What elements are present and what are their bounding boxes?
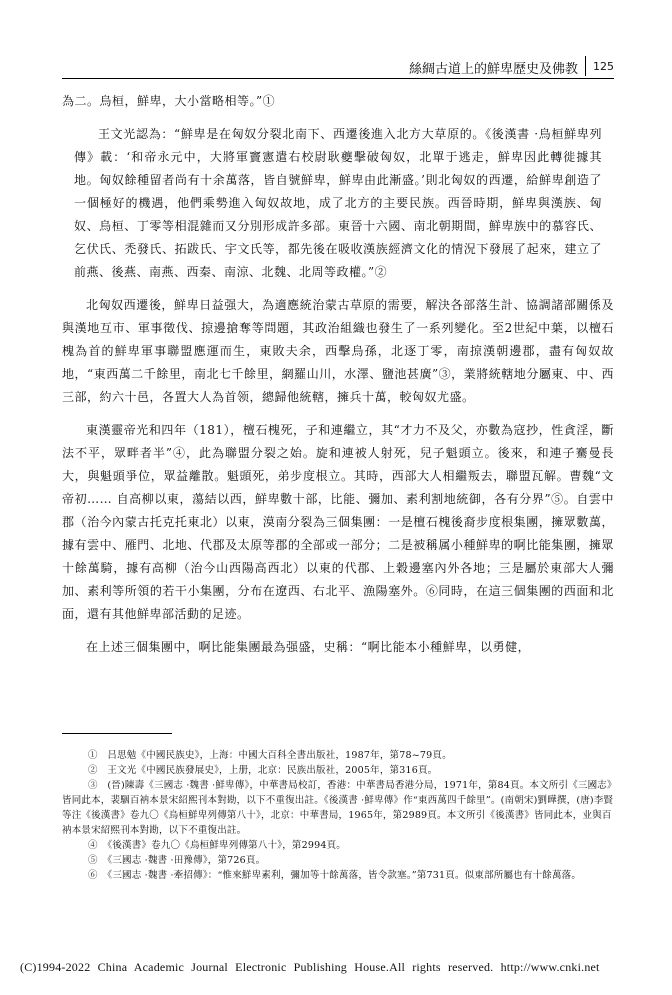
body-text bbox=[62, 90, 614, 669]
paragraph-continuation: 為二。烏桓，鮮卑，大小當略相等。”① bbox=[62, 94, 276, 108]
paragraph-north-xiongnu: 北匈奴西遷後，鮮卑日益强大，為適應統治蒙古草原的需要，解決各部落生計、協調諸部關係及與漢地互市、軍事徵伐、掠邊搶奪等問題，其政治組織也發生了一系列變化。至2世紀中葉，以檀石槐為首的鮮卑軍事聯盟應運而生，東敗夫余，西擊烏孫，北逐丁零，南掠漢朝邊郡，盡有匈奴故地，“東西萬二千餘里，南北七千餘里，網羅山川，水澤、鹽池甚廣”③，業將統轄地分屬東、中、西三部，約六十邑，各置大人為首领，總歸他統轄，擁兵十萬，較匈奴尤盛。 bbox=[62, 298, 614, 404]
paragraph-three-groups: 在上述三個集團中，啊比能集團最為强盛，史稱：“啊比能本小種鮮卑，以勇健， bbox=[86, 640, 531, 654]
copyright-notice: (C)1994-2022 China Academic Journal Electronic Publishing House.All rights reserved. http://www.cnki.net bbox=[20, 960, 600, 974]
paragraph-quote-wang-wenguang: 王文光認為：“鮮卑是在匈奴分裂北南下、西遷後進入北方大草原的。《後漢書 ·烏桓鮮卑列傳》載：‘和帝永元中，大將軍竇憲遣右校尉耿夔擊破匈奴，北單于逃走，鮮卑因此轉徙據其地。匈奴餘種留者尚有十余萬落，皆自號鮮卑，鮮卑由此漸盛。’則北匈奴的西遷，給鮮卑創造了一個極好的機遇，他們乘勢進入匈奴故地，成了北方的主要民族。西晉時期，鮮卑與漢族、匈奴、烏桓、丁零等相混雜而又分別形成許多部。東晉十六國、南北朝期間，鮮卑族中的慕容氏、乞伏氏、禿發氏、拓跋氏、宇文氏等，都先後在吸收漢族經濟文化的情況下發展了起來，建立了前燕、後燕、南燕、西秦、南涼、北魏、北周等政權。”② bbox=[74, 127, 602, 279]
paragraph-eastern-han: 東漢靈帝光和四年（181），檀石槐死，子和連繼立，其“才力不及父，亦數為寇抄，性貪淫，斷法不平，眾畔者半”④，此為聯盟分裂之始。旋和連被人射死，兒子魁頭立。後來，和連子騫曼長大，與魁頭爭位，眾益離散。魁頭死，弟步度根立。其時，西部大人相繼叛去，聯盟瓦解。曹魏“文帝初…… 自高柳以東，蕩結以西，鮮卑數十部，比能、彌加、素利割地統御，各有分界”⑤。自雲中郡（治今內蒙古托克托東北）以東，漠南分裂為三個集團：一是檀石槐後裔步度根集團，擁眾數萬，據有雲中、雁門、北地、代郡及太原等郡的全部或一部分；二是被稱属小種鮮卑的啊比能集團，擁眾十餘萬騎，據有高柳（治今山西陽高西北）以東的代郡、上穀邊塞內外各地；三是屬於東部大人彌加、素利等所領的若干小集團，分布在遼西、右北平、漁陽塞外。⑥同時，在這三個集團的西面和北面，還有其他鮮卑部活動的足迹。 bbox=[62, 423, 614, 621]
footnote-rule bbox=[62, 733, 172, 734]
running-header bbox=[62, 56, 614, 79]
footnote-2: ② 王文光《中國民族發展史》，上册，北京：民族出版社，2005年，第316頁。 bbox=[88, 765, 438, 776]
header-divider bbox=[585, 56, 586, 76]
running-title: 絲綢古道上的鮮卑歷史及佛教 bbox=[408, 62, 578, 77]
page-number: 125 bbox=[593, 60, 614, 73]
footnote-6: ⑥ 《三國志 ·魏書 ·牽招傳》：“惟來鮮卑素利，彌加等十餘萬落，皆令款塞。”第731頁。似東部所屬也有十餘萬落。 bbox=[88, 870, 582, 881]
footnotes bbox=[62, 748, 614, 883]
footnote-1: ① 吕思勉《中國民族史》，上海：中國大百科全書出版社，1987年，第78~79頁。 bbox=[88, 750, 452, 761]
footnote-4: ④ 《後漢書》卷九〇《烏桓鮮卑列傳第八十》，第2994頁。 bbox=[88, 840, 346, 851]
footnote-3: ③ (晉)陳壽《三國志 ·魏書 ·鮮卑傳》，中華書局校訂，香港：中華書局香港分局，1971年，第84頁。本文所引《三國志》皆同此本，裴駰百衲本景宋紹熙刊本對勘，以下不重復出註。《後漢書 ·鮮卑傳》作“東西萬四千餘里”。(南朝宋)劉曄撰，(唐)李賢等注《後漢書》卷九〇《烏桓鮮卑列傳第八十》，北京：中華書局，1965年，第2989頁。本文所引《後漢書》皆同此本，业與百衲本景宋紹熙刊本對勘，以下不重復出註。 bbox=[62, 780, 614, 836]
footnote-5: ⑤ 《三國志 ·魏書 ·田豫傳》，第726頁。 bbox=[88, 855, 266, 866]
